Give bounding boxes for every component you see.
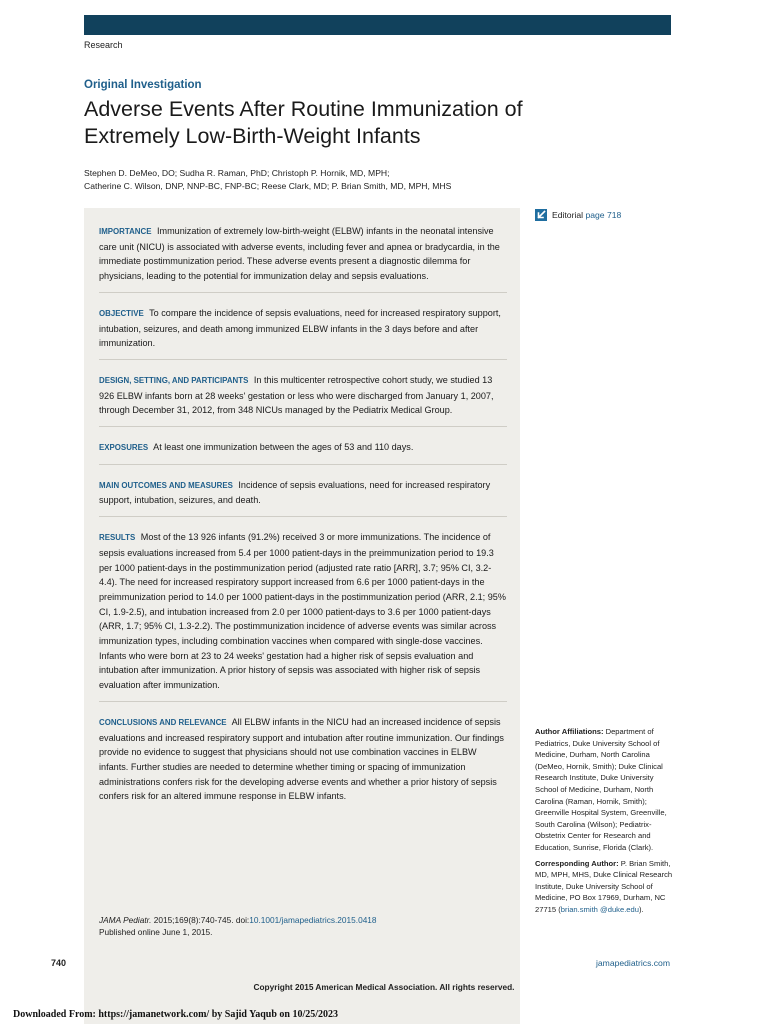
header-bar: [84, 15, 671, 35]
abstract-conclusions: [99, 715, 507, 812]
citation-journal: JAMA Pediatr.: [99, 915, 152, 925]
journal-url-link[interactable]: jamapediatrics.com: [595, 958, 670, 968]
back-arrow-icon: [535, 209, 547, 221]
editorial-link[interactable]: [535, 209, 621, 221]
abstract-text: To compare the incidence of sepsis evaluations, need for increased respiratory support, intubation, seizures, and death among immunized ELBW infants in the 3 days before and after immunization.: [99, 307, 501, 349]
published-date: Published online June 1, 2015.: [99, 927, 213, 937]
editorial-label: Editorial: [552, 210, 584, 220]
abstract-importance: [99, 224, 507, 293]
abstract-design: [99, 373, 507, 427]
abstract-text: Immunization of extremely low-birth-weight (ELBW) infants in the neonatal intensive care unit (NICU) is associated with adverse events, including fever and apnea or bradycardia, in the immediate postimmunization period. These adverse events present a diagnostic dilemma for physicians, leading to the potential for immunization delay and sepsis evaluations.: [99, 226, 500, 282]
download-notice: Downloaded From: https://jamanetwork.com/ by Sajid Yaqub on 10/25/2023: [13, 1009, 339, 1020]
editorial-page-link[interactable]: page 718: [585, 210, 622, 220]
abstract-heading: RESULTS: [99, 533, 136, 543]
abstract-text: All ELBW infants in the NICU had an increased incidence of sepsis evaluations and increased respiratory support and intubation after routine immunization. Our findings provide no evidence to suggest that physicians should not use combination vaccines in ELBW infants. Further studies are needed to determine whether timing or spacing of immunization administrations confers risk for the developing adverse events and whether a prior history of sepsis confers risk for an altered immune response in ELBW infants.: [99, 716, 504, 802]
abstract-text: In this multicenter retrospective cohort study, we studied 13 926 ELBW infants born at 28 weeks' gestation or less who were discharged from January 1, 2007, through December 31, 2012, from 348 NICUs managed by the Pediatrix Medical Group.: [99, 374, 494, 416]
article-title: Adverse Events After Routine Immunization of Extremely Low-Birth-Weight Infants: [84, 97, 523, 148]
affiliations-text: Department of Pediatrics, Duke University School of Medicine, Durham, North Carolina (DeMeo, Hornik, Smith); Duke Clinical Research Institute, Duke University School of Medicine, Durham, North Carolina (Raman, Hornik, Smith); Greenville Hospital System, Greenville, South Carolina (Wilson); Pediatrix-Obstetrix Center for Research and Education, Sunrise, Florida (Clark).: [535, 727, 667, 852]
page-number: 740: [51, 958, 67, 968]
abstract-heading: IMPORTANCE: [99, 227, 152, 236]
abstract-heading: DESIGN, SETTING, AND PARTICIPANTS: [99, 375, 249, 385]
abstract-text: Most of the 13 926 infants (91.2%) received 3 or more immunizations. The incidence of sepsis evaluations increased from 5.4 per 1000 patient-days in the preimmunization period to 19.3 per 1000 patient-days in the postimmunization period (adjusted rate ratio [ARR], 3.7; 95% CI, 3.2-4.4). The need for increased respiratory support increased from 6.6 per 1000 patient-days in the preimmunization period to 14.0 per 1000 patient-days in the postimmunization period (ARR, 2.1; 95% CI, 1.9-2.5), and intubation increased from 2.0 per 1000 patient-days to 3.6 per 1000 patient-days (ARR, 1.7; 95% CI, 1.3-2.2). The postimmunization incidence of adverse events was similar across immunization types, including combination vaccines when compared with single-dose vaccines. Infants who were born at 23 to 24 weeks' gestation had a higher risk of sepsis evaluation and intubation after immunization. A prior history of sepsis was associated with higher risk of sepsis evaluation after immunization.: [99, 532, 506, 691]
corresponding-end: ).: [638, 904, 644, 914]
copyright: Copyright 2015 American Medical Association. All rights reserved.: [253, 982, 515, 992]
abstract-text: At least one immunization between the ages of 53 and 110 days.: [153, 442, 414, 453]
citation-ref: 2015;169(8):740-745. doi:: [151, 915, 250, 925]
affiliations-label: Author Affiliations:: [535, 727, 604, 736]
article-type: Original Investigation: [84, 79, 202, 91]
citation: [99, 914, 499, 938]
author-line: Stephen D. DeMeo, DO; Sudha R. Raman, PhD; Christoph P. Hornik, MD, MPH;: [84, 168, 390, 178]
section-label: Research: [84, 40, 123, 50]
corresponding-label: Corresponding Author:: [535, 858, 619, 868]
abstract-objective: [99, 306, 507, 360]
doi-link[interactable]: 10.1001/jamapediatrics.2015.0418: [249, 915, 377, 925]
author-affiliations: [535, 726, 675, 920]
abstract-heading: CONCLUSIONS AND RELEVANCE: [99, 717, 227, 727]
abstract-heading: MAIN OUTCOMES AND MEASURES: [99, 480, 233, 490]
abstract-results: [99, 530, 507, 702]
abstract-outcomes: [99, 478, 507, 517]
corresponding-text: P. Brian Smith, MD, MPH, MHS, Duke Clinical Research Institute, Duke University School of Medicine, PO Box 17969, Durham, NC 27715 (: [535, 858, 673, 914]
abstract-exposures: [99, 440, 507, 465]
abstract-heading: EXPOSURES: [99, 443, 149, 453]
author-line: Catherine C. Wilson, DNP, NNP-BC, FNP-BC; Reese Clark, MD; P. Brian Smith, MD, MPH, MHS: [84, 181, 452, 191]
author-list: [84, 167, 544, 193]
abstract-heading: OBJECTIVE: [99, 308, 144, 318]
abstract-text: Incidence of sepsis evaluations, need for increased respiratory support, intubation, seizures, and death.: [99, 479, 491, 506]
abstract: [99, 224, 507, 825]
email-link[interactable]: brian.smith @duke.edu: [560, 904, 639, 914]
